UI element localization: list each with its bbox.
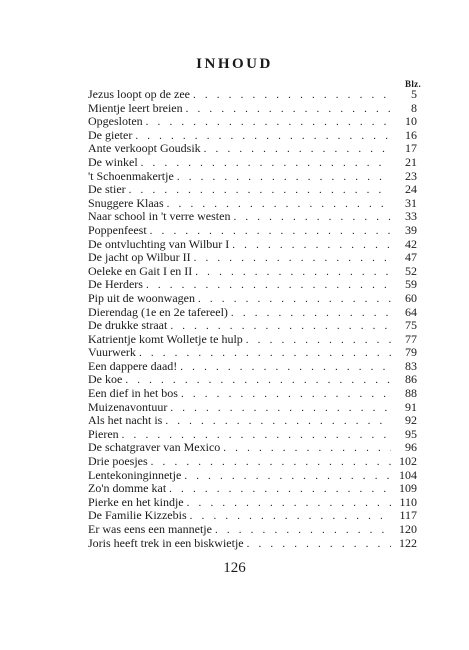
- toc-entry-title: De Herders: [88, 277, 143, 292]
- toc-entry-page: 8: [411, 100, 417, 115]
- toc-entry: [88, 414, 417, 428]
- toc-entry-title: De schatgraver van Mexico: [88, 440, 221, 455]
- toc-entry-title: De gieter: [88, 127, 133, 142]
- toc-entry-title: Pip uit de woonwagen: [88, 290, 195, 305]
- toc-entry-title: Mientje leert breien: [88, 100, 183, 115]
- toc-entry: [88, 278, 417, 292]
- toc-entry: [88, 251, 417, 265]
- dot-leader: [165, 415, 391, 429]
- dot-leader: [141, 157, 391, 171]
- dot-leader: [223, 442, 391, 456]
- toc-entry-page: 59: [405, 277, 417, 292]
- toc-entry: [88, 537, 417, 551]
- toc-entry-page: 10: [405, 114, 417, 129]
- dot-leader: [231, 307, 391, 321]
- toc-entry-page: 88: [405, 386, 417, 401]
- toc-entry: [88, 469, 417, 483]
- toc-entry: [88, 170, 417, 184]
- toc-entry-title: Pieren: [88, 426, 119, 441]
- page-number: 126: [223, 560, 246, 576]
- toc-entry-page: 91: [405, 399, 417, 414]
- toc-entry-page: 60: [405, 290, 417, 305]
- page-title: INHOUD: [196, 56, 273, 72]
- toc-entry-title: Drie poesjes: [88, 454, 148, 469]
- toc-entry-page: 5: [411, 87, 417, 101]
- toc-entry: [88, 88, 417, 102]
- dot-leader: [193, 89, 391, 103]
- toc-entry-title: Er was eens een mannetje: [88, 522, 212, 536]
- toc-entry: [88, 156, 417, 170]
- toc-entry: [88, 441, 417, 455]
- toc-entry-title: 't Schoenmakertje: [88, 168, 174, 183]
- dot-leader: [246, 334, 391, 348]
- toc-entry-page: 120: [399, 522, 417, 536]
- toc-entry: [88, 319, 417, 333]
- toc-entry-title: Pierke en het kindje: [88, 494, 184, 509]
- toc-entry-title: Ante verkoopt Goudsik: [88, 141, 201, 156]
- toc-entry-page: 110: [399, 494, 417, 509]
- table-of-contents: [88, 88, 417, 550]
- toc-entry: [88, 360, 417, 374]
- toc-entry: [88, 238, 417, 252]
- toc-entry: [88, 129, 417, 143]
- toc-entry-page: 16: [405, 127, 417, 142]
- toc-entry-title: Vuurwerk: [88, 345, 136, 360]
- toc-entry: [88, 183, 417, 197]
- toc-entry-page: 86: [405, 372, 417, 387]
- toc-entry: [88, 401, 417, 415]
- toc-entry-page: 17: [405, 141, 417, 156]
- toc-entry-page: 21: [405, 154, 417, 169]
- toc-entry-title: De winkel: [88, 154, 138, 169]
- toc-entry-page: 52: [405, 263, 417, 278]
- toc-entry-page: 92: [405, 413, 417, 428]
- toc-entry-title: Jezus loopt op de zee: [88, 87, 190, 101]
- dot-leader: [129, 184, 391, 198]
- toc-entry: [88, 482, 417, 496]
- toc-entry-title: Dierendag (1e en 2e tafereel): [88, 304, 228, 319]
- toc-entry-page: 23: [405, 168, 417, 183]
- toc-entry: [88, 428, 417, 442]
- dot-leader: [194, 252, 391, 266]
- toc-entry-page: 24: [405, 182, 417, 197]
- toc-entry-page: 42: [405, 236, 417, 251]
- toc-entry-page: 117: [399, 508, 417, 523]
- toc-entry-page: 96: [405, 440, 417, 455]
- toc-entry: [88, 292, 417, 306]
- toc-entry-title: Naar school in 't verre westen: [88, 209, 231, 224]
- toc-entry-page: 95: [405, 426, 417, 441]
- toc-entry: [88, 197, 417, 211]
- toc-entry-page: 122: [399, 535, 417, 550]
- toc-entry-title: Muizenavontuur: [88, 399, 168, 414]
- page-column-label: Blz.: [405, 79, 421, 89]
- toc-entry-page: 77: [405, 331, 417, 346]
- dot-leader: [195, 266, 391, 280]
- toc-entry-title: De stier: [88, 182, 126, 197]
- dot-leader: [187, 497, 391, 511]
- toc-entry-page: 79: [405, 345, 417, 360]
- dot-leader: [190, 510, 391, 524]
- toc-entry-title: Poppenfeest: [88, 222, 147, 237]
- toc-entry: [88, 333, 417, 347]
- dot-leader: [146, 116, 391, 130]
- toc-entry: [88, 265, 417, 279]
- toc-entry: [88, 142, 417, 156]
- dot-leader: [177, 171, 391, 185]
- toc-entry-title: Snuggere Klaas: [88, 195, 164, 210]
- toc-entry-title: Als het nacht is: [88, 413, 163, 428]
- toc-entry: [88, 455, 417, 469]
- dot-leader: [233, 211, 391, 225]
- dot-leader: [186, 103, 391, 117]
- toc-entry-title: De Familie Kizzebis: [88, 508, 187, 523]
- dot-leader: [184, 470, 391, 484]
- toc-entry-title: De koe: [88, 372, 123, 387]
- toc-entry-title: Een dief in het bos: [88, 386, 178, 401]
- toc-entry-title: De ontvluchting van Wilbur I: [88, 236, 230, 251]
- toc-entry-title: De jacht op Wilbur II: [88, 250, 191, 265]
- toc-entry: [88, 224, 417, 238]
- toc-entry-title: Katrientje komt Wolletje te hulp: [88, 331, 243, 346]
- dot-leader: [151, 456, 391, 470]
- toc-entry: [88, 387, 417, 401]
- toc-entry: [88, 373, 417, 387]
- toc-entry-page: 104: [399, 467, 417, 482]
- toc-entry: [88, 523, 417, 537]
- dot-leader: [204, 143, 391, 157]
- toc-entry: [88, 210, 417, 224]
- dot-leader: [169, 483, 391, 497]
- toc-entry: [88, 115, 417, 129]
- toc-entry-title: Zo'n domme kat: [88, 481, 167, 496]
- toc-entry-page: 47: [405, 250, 417, 265]
- toc-entry: [88, 496, 417, 510]
- toc-entry: [88, 509, 417, 523]
- toc-entry-title: Opgesloten: [88, 114, 143, 129]
- toc-entry: [88, 102, 417, 116]
- toc-entry: [88, 346, 417, 360]
- toc-entry: [88, 306, 417, 320]
- toc-entry-page: 33: [405, 209, 417, 224]
- toc-entry-title: Oeleke en Gait I en II: [88, 263, 193, 278]
- toc-entry-title: Joris heeft trek in een biskwietje: [88, 535, 244, 550]
- toc-entry-page: 64: [405, 304, 417, 319]
- toc-entry-title: Een dappere daad!: [88, 358, 178, 373]
- dot-leader: [247, 538, 391, 552]
- toc-entry-page: 31: [405, 195, 417, 210]
- toc-entry-title: De drukke straat: [88, 318, 168, 333]
- dot-leader: [170, 402, 391, 416]
- dot-leader: [181, 388, 391, 402]
- toc-entry-page: 83: [405, 358, 417, 373]
- dot-leader: [180, 361, 391, 375]
- toc-entry-page: 102: [399, 454, 417, 469]
- toc-entry-page: 39: [405, 222, 417, 237]
- toc-entry-page: 75: [405, 318, 417, 333]
- dot-leader: [232, 239, 391, 253]
- toc-entry-page: 109: [399, 481, 417, 496]
- toc-entry-title: Lentekoninginnetje: [88, 467, 182, 482]
